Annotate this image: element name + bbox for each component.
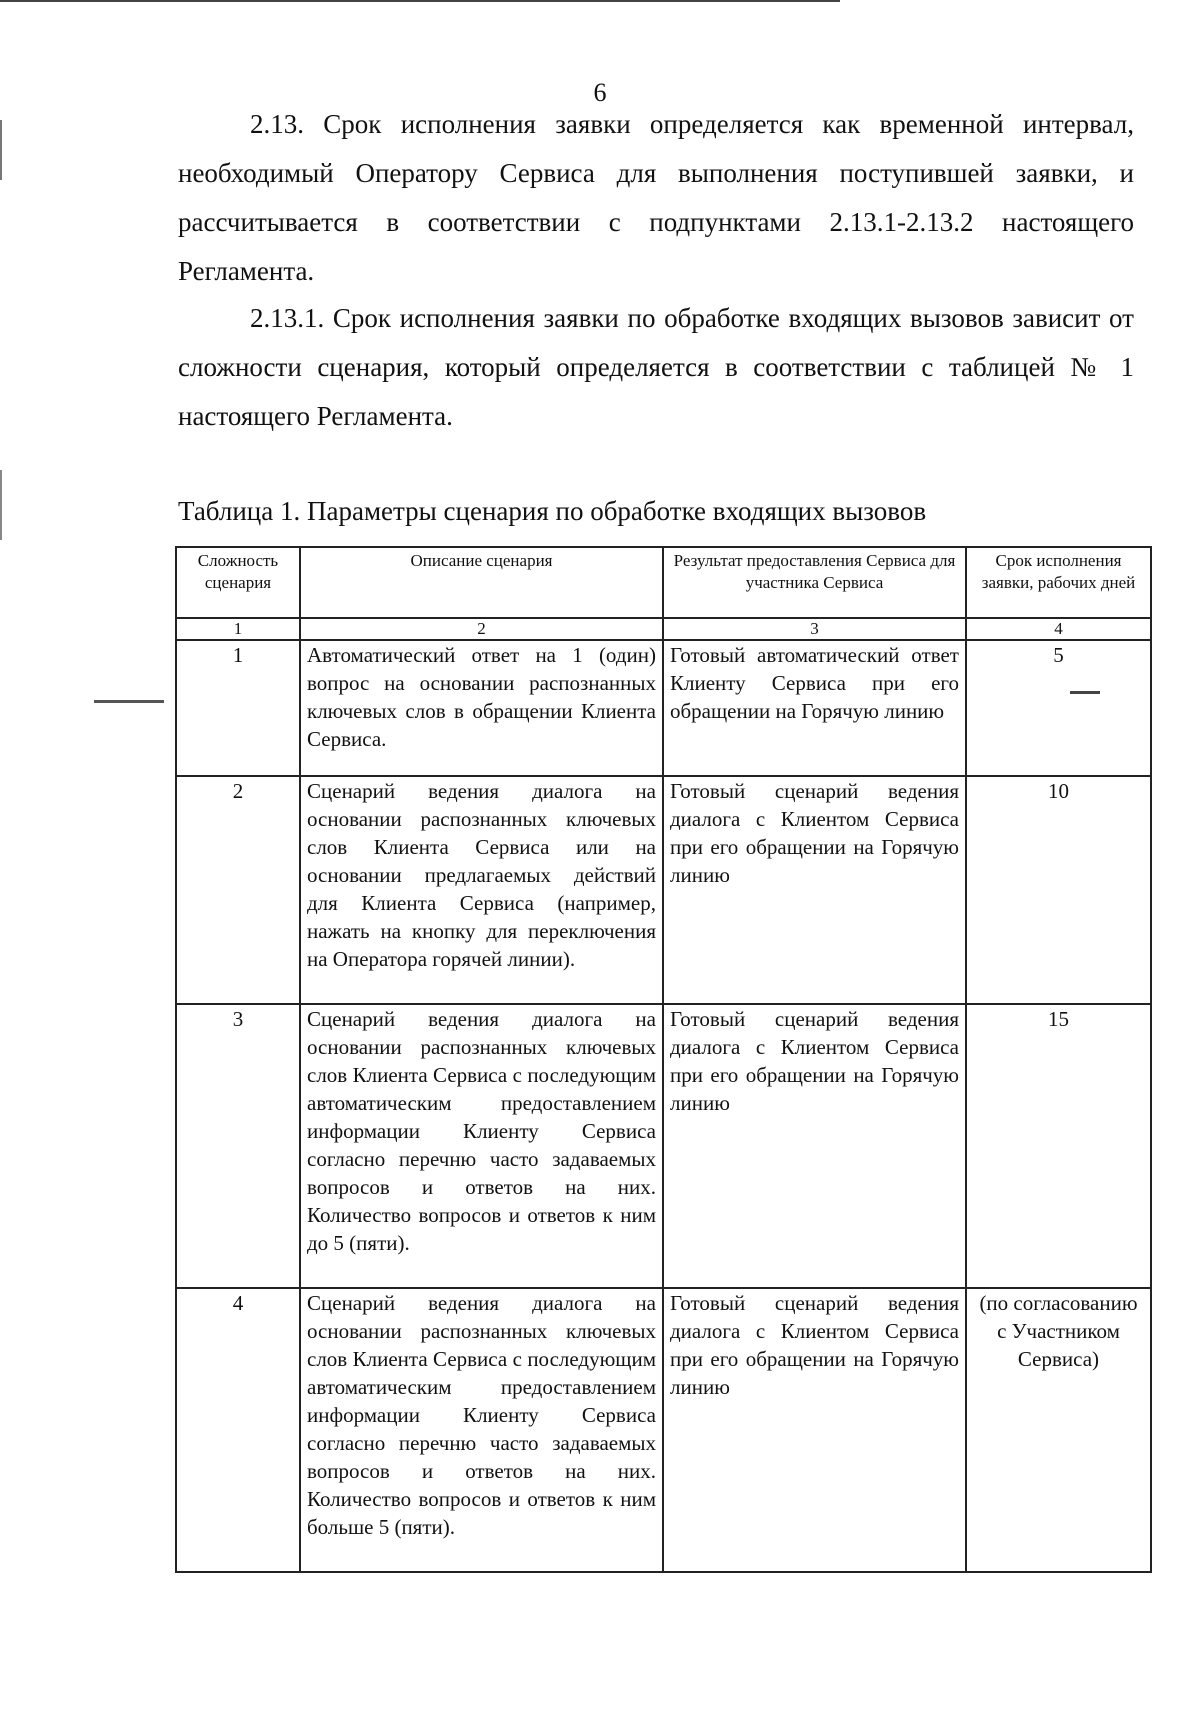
column-number: 3 <box>663 618 966 640</box>
paragraph-2-13-1 <box>178 294 1134 441</box>
table-row <box>176 1004 1151 1288</box>
table-row <box>176 1288 1151 1572</box>
header-result: Результат предоставления Сервиса для участника Сервиса <box>663 547 966 618</box>
paragraph-2-13 <box>178 100 1134 296</box>
cell-result: Готовый автоматический ответ Клиенту Сервиса при его обращении на Горячую линию <box>663 640 966 776</box>
scenario-parameters-table <box>175 546 1152 1573</box>
cell-complexity: 1 <box>176 640 300 776</box>
table-caption: Таблица 1. Параметры сценария по обработке входящих вызовов <box>178 496 927 526</box>
cell-complexity: 2 <box>176 776 300 1004</box>
header-complexity: Сложность сценария <box>176 547 300 618</box>
cell-description: Сценарий ведения диалога на основании распознанных ключевых слов Клиента Сервиса или на основании предлагаемых действий для Клиента Сервиса (например, нажать на кнопку для переключения на Оператора горячей линии). <box>300 776 663 1004</box>
column-number: 2 <box>300 618 663 640</box>
page-number: 6 <box>593 78 607 107</box>
table-header-row <box>176 547 1151 618</box>
scan-edge-line <box>0 0 840 2</box>
paragraph-text: 2.13.1. Срок исполнения заявки по обработке входящих вызовов зависит от сложности сценария, который определяется в соответствии с таблицей № 1 настоящего Регламента. <box>178 303 1134 431</box>
column-number: 1 <box>176 618 300 640</box>
scan-margin-mark <box>0 120 2 180</box>
cell-deadline: 10 <box>966 776 1151 1004</box>
cell-complexity: 4 <box>176 1288 300 1572</box>
header-description: Описание сценария <box>300 547 663 618</box>
scan-ink-mark <box>94 700 164 703</box>
cell-result: Готовый сценарий ведения диалога с Клиентом Сервиса при его обращении на Горячую линию <box>663 1004 966 1288</box>
paragraph-text: 2.13. Срок исполнения заявки определяется как временной интервал, необходимый Оператору Сервиса для выполнения поступившей заявки, и рассчитывается в соответствии с подпунктами 2.13.1-2.13.2 настоящего Регламента. <box>178 109 1134 286</box>
header-deadline: Срок исполнения заявки, рабочих дней <box>966 547 1151 618</box>
cell-description: Сценарий ведения диалога на основании распознанных ключевых слов Клиента Сервиса с последующим автоматическим предоставлением информации Клиенту Сервиса согласно перечню часто задаваемых вопросов и ответов на них. Количество вопросов и ответов к ним больше 5 (пяти). <box>300 1288 663 1572</box>
cell-complexity: 3 <box>176 1004 300 1288</box>
cell-description: Сценарий ведения диалога на основании распознанных ключевых слов Клиента Сервиса с последующим автоматическим предоставлением информации Клиенту Сервиса согласно перечню часто задаваемых вопросов и ответов на них. Количество вопросов и ответов к ним до 5 (пяти). <box>300 1004 663 1288</box>
column-number-row <box>176 618 1151 640</box>
cell-deadline: 5 <box>966 640 1151 776</box>
cell-result: Готовый сценарий ведения диалога с Клиентом Сервиса при его обращении на Горячую линию <box>663 776 966 1004</box>
table-row <box>176 640 1151 776</box>
cell-result: Готовый сценарий ведения диалога с Клиентом Сервиса при его обращении на Горячую линию <box>663 1288 966 1572</box>
cell-deadline: 15 <box>966 1004 1151 1288</box>
column-number: 4 <box>966 618 1151 640</box>
cell-description: Автоматический ответ на 1 (один) вопрос на основании распознанных ключевых слов в обращении Клиента Сервиса. <box>300 640 663 776</box>
table-row <box>176 776 1151 1004</box>
scan-margin-mark <box>0 470 2 540</box>
cell-deadline: (по согласованию с Участником Сервиса) <box>966 1288 1151 1572</box>
